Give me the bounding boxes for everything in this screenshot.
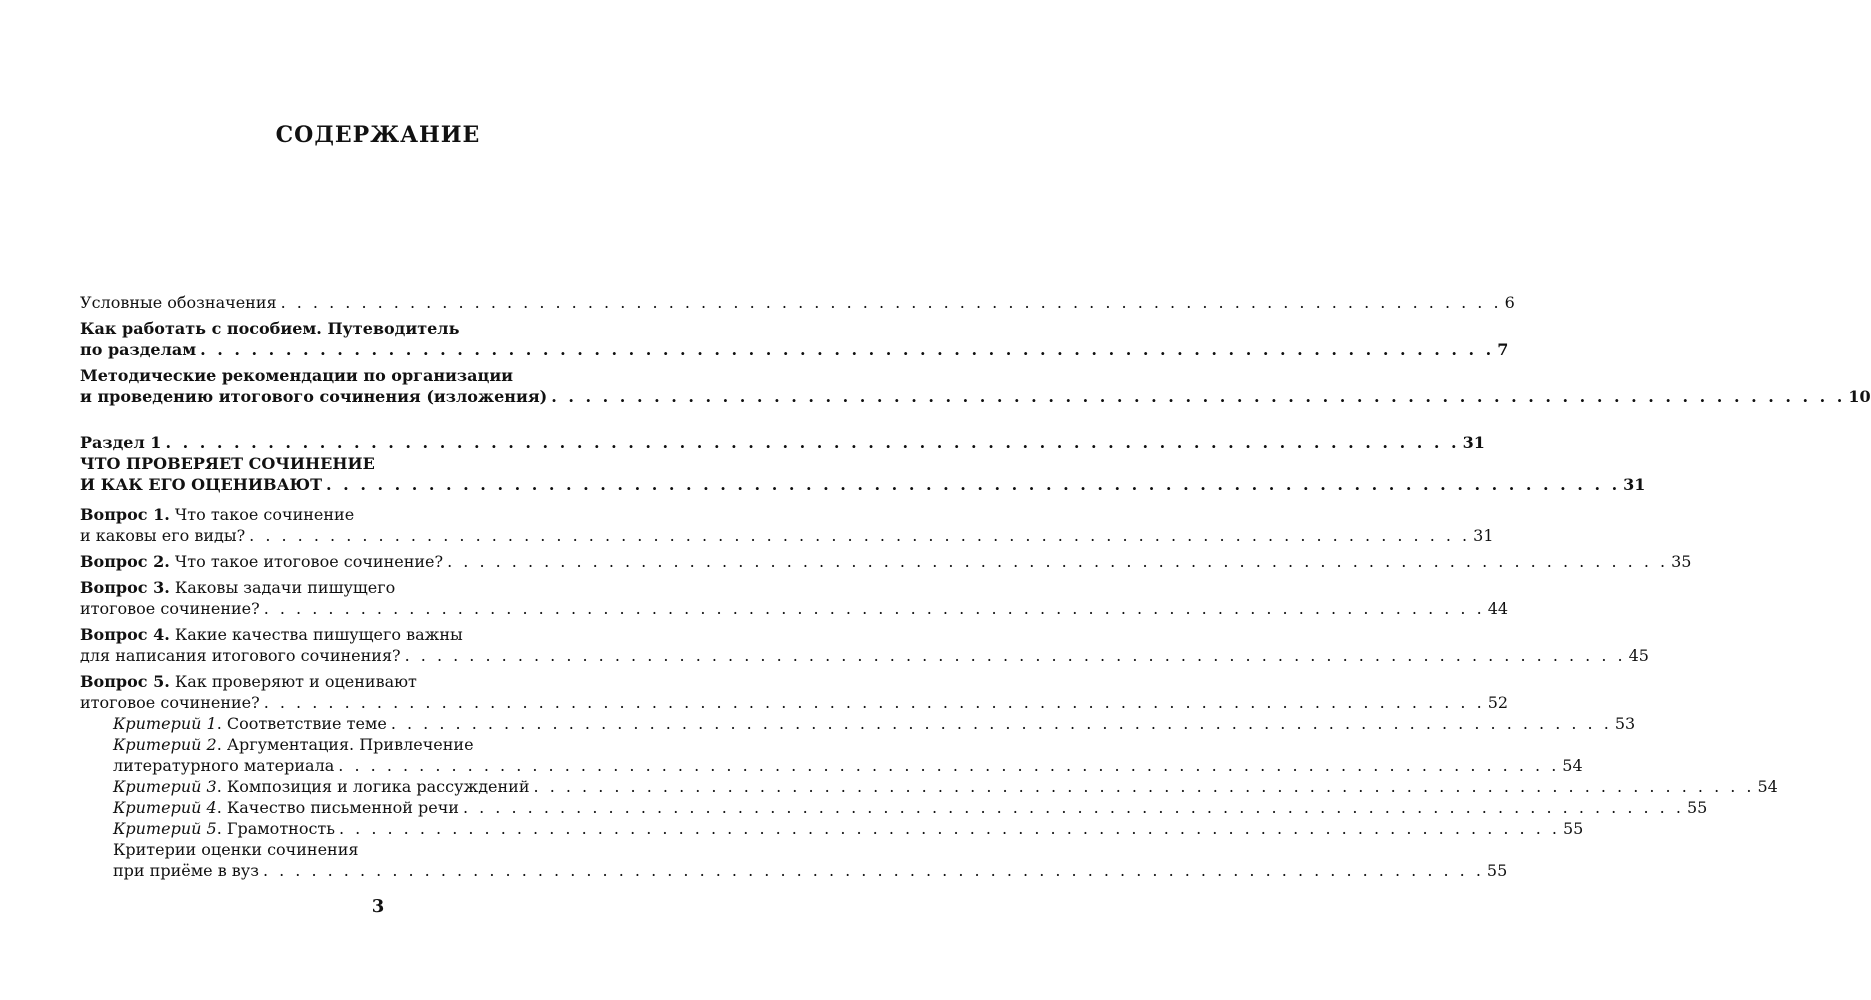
toc-entry-text: ЧТО ПРОВЕРЯЕТ СОЧИНЕНИЕ (80, 454, 375, 473)
toc-entry-text: Что такое итоговое сочинение? (174, 552, 444, 571)
toc-entry-question-1-line1 (80, 504, 677, 525)
toc-page-number: 6 (1504, 293, 1515, 312)
toc-entry-text: Что такое сочинение (174, 505, 355, 524)
toc-page-number: 55 (1562, 819, 1584, 838)
toc-entry-text: Условные обозначения (80, 293, 277, 312)
toc-entry-label: Критерий 1 (113, 714, 217, 733)
toc-entry-guide-line2 (80, 339, 1509, 360)
toc-entry-text: И КАК ЕГО ОЦЕНИВАЮТ (80, 475, 323, 494)
dot-leader: . . . . . . . . . . . . . . . . . . . . . . . . . . . . . . . . . . . . . . . . . . . . . . . . . . . . . . . . . . . . . . . . . . . . . . . . . . . . (249, 526, 1471, 545)
toc-entry-text: Каковы задачи пишущего (174, 578, 396, 597)
toc-entry-criterion-3 (80, 776, 1778, 797)
dot-leader: . . . . . . . . . . . . . . . . . . . . . . . . . . . . . . . . . . . . . . . . . . . . . . . . . . . . . . . . . . . . . . . . . . . . . . . . . . . . (533, 777, 1755, 796)
toc-entry-methods-line1 (80, 365, 677, 386)
dot-leader: . . . . . . . . . . . . . . . . . . . . . . . . . . . . . . . . . . . . . . . . . . . . . . . . . . . . . . . . . . . . . . . . . . . . . . . . . . . . (280, 293, 1502, 312)
toc-entry-question-2 (80, 551, 1692, 572)
page-number: 3 (371, 896, 385, 917)
toc-entry-text: . Соответствие теме (216, 714, 387, 733)
toc-entry-question-5-line2 (80, 692, 1509, 713)
toc-page-number: 52 (1487, 693, 1509, 712)
toc-entry-text: и каковы его виды? (80, 526, 246, 545)
dot-leader: . . . . . . . . . . . . . . . . . . . . . . . . . . . . . . . . . . . . . . . . . . . . . . . . . . . . . . . . . . . . . . . . . . . . . . . . . . . . (447, 552, 1669, 571)
dot-leader: . . . . . . . . . . . . . . . . . . . . . . . . . . . . . . . . . . . . . . . . . . . . . . . . . . . . . . . . . . . . . . . . . . . . . . . . . . . . (263, 599, 1485, 618)
toc-entry-label: Вопрос 4. (80, 625, 170, 644)
toc-entry-text: итоговое сочинение? (80, 599, 260, 618)
toc-page-number: 55 (1486, 861, 1508, 880)
toc-page-number: 10 (1848, 387, 1871, 406)
toc-page-number: 54 (1562, 756, 1583, 775)
toc-entry-methods-line2 (80, 386, 1871, 407)
toc-page-number: 44 (1487, 599, 1509, 618)
toc-entry-label: Критерий 4 (113, 798, 217, 817)
toc-entry-criterion-2-line2 (80, 755, 1583, 776)
toc-page-number: 31 (1473, 526, 1494, 545)
toc-entry-question-3-line2 (80, 598, 1509, 619)
toc-entry-section-1 (80, 432, 1485, 453)
dot-leader: . . . . . . . . . . . . . . . . . . . . . . . . . . . . . . . . . . . . . . . . . . . . . . . . . . . . . . . . . . . . . . . . . . . . . . . . . . . . (200, 340, 1495, 359)
toc-page-number: 45 (1628, 646, 1649, 665)
toc-page-number: 7 (1497, 340, 1509, 359)
toc-entry-text: по разделам (80, 340, 197, 359)
toc-entry-question-1-line2 (80, 525, 1494, 546)
toc-entry-text: Какие качества пишущего важны (174, 625, 463, 644)
toc-page-number: 55 (1686, 798, 1708, 817)
toc-entry-text: литературного материала (113, 756, 335, 775)
dot-leader: . . . . . . . . . . . . . . . . . . . . . . . . . . . . . . . . . . . . . . . . . . . . . . . . . . . . . . . . . . . . . . . . . . . . . . . . . . . . (165, 433, 1460, 452)
toc-entry-text: для написания итогового сочинения? (80, 646, 401, 665)
toc-entry-label: Критерий 3 (113, 777, 217, 796)
toc-entry-text: Раздел 1 (80, 433, 162, 452)
toc-entry-text: Методические рекомендации по организации (80, 366, 514, 385)
toc-entry-legend (80, 292, 1515, 313)
toc-entry-university-criteria-line1 (80, 839, 677, 860)
dot-leader: . . . . . . . . . . . . . . . . . . . . . . . . . . . . . . . . . . . . . . . . . . . . . . . . . . . . . . . . . . . . . . . . . . . . . . . . . . . . (262, 861, 1484, 880)
toc-entry-question-5-line1 (80, 671, 677, 692)
toc-entry-text: при приёме в вуз (113, 861, 259, 880)
toc-entry-label: Вопрос 2. (80, 552, 170, 571)
dot-leader: . . . . . . . . . . . . . . . . . . . . . . . . . . . . . . . . . . . . . . . . . . . . . . . . . . . . . . . . . . . . . . . . . . . . . . . . . . . . (338, 819, 1560, 838)
toc-entry-section-title-line2 (80, 474, 1646, 495)
toc-entry-criterion-5 (80, 818, 1584, 839)
toc-entry-question-4-line1 (80, 624, 677, 645)
dot-leader: . . . . . . . . . . . . . . . . . . . . . . . . . . . . . . . . . . . . . . . . . . . . . . . . . . . . . . . . . . . . . . . . . . . . . . . . . . . . (551, 387, 1846, 406)
dot-leader: . . . . . . . . . . . . . . . . . . . . . . . . . . . . . . . . . . . . . . . . . . . . . . . . . . . . . . . . . . . . . . . . . . . . . . . . . . . . (390, 714, 1612, 733)
toc-page-number: 54 (1757, 777, 1778, 796)
dot-leader: . . . . . . . . . . . . . . . . . . . . . . . . . . . . . . . . . . . . . . . . . . . . . . . . . . . . . . . . . . . . . . . . . . . . . . . . . . . . (462, 798, 1684, 817)
toc-entry-label: Вопрос 1. (80, 505, 170, 524)
toc-entry-text: . Грамотность (216, 819, 335, 838)
toc-entry-criterion-4 (80, 797, 1708, 818)
toc-entry-criterion-1 (80, 713, 1636, 734)
dot-leader: . . . . . . . . . . . . . . . . . . . . . . . . . . . . . . . . . . . . . . . . . . . . . . . . . . . . . . . . . . . . . . . . . . . . . . . . . . . . (263, 693, 1485, 712)
toc-entry-text: . Аргументация. Привлечение (216, 735, 474, 754)
dot-leader: . . . . . . . . . . . . . . . . . . . . . . . . . . . . . . . . . . . . . . . . . . . . . . . . . . . . . . . . . . . . . . . . . . . . . . . . . . . . (326, 475, 1621, 494)
toc-entry-text: . Качество письменной речи (216, 798, 459, 817)
toc-entry-label: Критерий 2 (113, 735, 217, 754)
toc-entry-section-title-line1 (80, 453, 677, 474)
toc-entry-text: Как работать с пособием. Путеводитель (80, 319, 460, 338)
toc-entry-text: Как проверяют и оценивают (174, 672, 417, 691)
toc-entry-text: итоговое сочинение? (80, 693, 260, 712)
dot-leader: . . . . . . . . . . . . . . . . . . . . . . . . . . . . . . . . . . . . . . . . . . . . . . . . . . . . . . . . . . . . . . . . . . . . . . . . . . . . (404, 646, 1626, 665)
toc-page-number: 53 (1614, 714, 1636, 733)
page-title: СОДЕРЖАНИЕ (275, 122, 481, 148)
toc-entry-label: Вопрос 3. (80, 578, 170, 597)
toc-entry-guide-line1 (80, 318, 677, 339)
toc-page-number: 35 (1671, 552, 1692, 571)
toc-entry-text: и проведению итогового сочинения (изложения) (80, 387, 548, 406)
toc-entry-label: Вопрос 5. (80, 672, 170, 691)
toc-entry-question-4-line2 (80, 645, 1649, 666)
toc-entry-question-3-line1 (80, 577, 677, 598)
toc-page-number: 31 (1623, 475, 1646, 494)
toc-entry-university-criteria-line2 (80, 860, 1508, 881)
dot-leader: . . . . . . . . . . . . . . . . . . . . . . . . . . . . . . . . . . . . . . . . . . . . . . . . . . . . . . . . . . . . . . . . . . . . . . . . . . . . (338, 756, 1560, 775)
toc-entry-text: . Композиция и логика рассуждений (216, 777, 530, 796)
toc-entry-label: Критерий 5 (113, 819, 217, 838)
table-of-contents (80, 292, 1871, 881)
toc-page-number: 31 (1462, 433, 1485, 452)
toc-entry-text: Критерии оценки сочинения (113, 840, 359, 859)
toc-entry-criterion-2-line1 (80, 734, 677, 755)
